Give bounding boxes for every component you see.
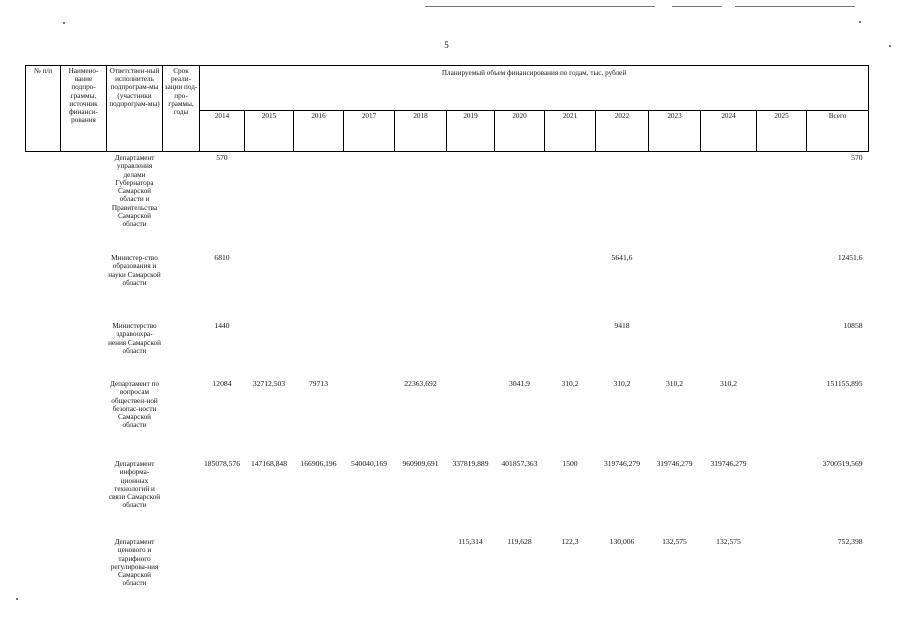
cell-year-2023 xyxy=(649,320,701,378)
cell-year-2024 xyxy=(701,152,757,253)
cell-year-2019 xyxy=(447,152,495,253)
cell-year-2021: 122,3 xyxy=(561,537,579,546)
cell-executor: Департамент управления делами Губернатора Самарской области и Правительства Самарской области xyxy=(111,154,158,229)
header-executor: Ответствен-ный исполнитель подпрограм-мы (участники подпрограм-мы) xyxy=(107,66,163,152)
cell-year-2019 xyxy=(447,252,495,320)
cell-year-2025 xyxy=(757,536,807,606)
cell-total: 151155,895 xyxy=(826,379,863,388)
scan-speck xyxy=(63,22,65,24)
cell-subprogram-name xyxy=(61,536,107,606)
cell-year-2017: 540040,169 xyxy=(350,459,388,468)
cell-year-2014: 6810 xyxy=(214,253,230,262)
table-row xyxy=(26,320,869,378)
cell-year-2014: 185078,576 xyxy=(203,459,241,468)
cell-subprogram-name xyxy=(61,152,107,253)
cell-year-2020 xyxy=(495,152,545,253)
header-year-2015: 2015 xyxy=(245,111,294,152)
cell-year-2017 xyxy=(344,378,395,458)
cell-year-2022: 319746,279 xyxy=(603,459,641,468)
cell-year-2020 xyxy=(495,252,545,320)
cell-year-2015 xyxy=(245,536,294,606)
cell-year-2016 xyxy=(294,152,344,253)
cell-year-2015 xyxy=(245,152,294,253)
scan-artifact-line xyxy=(425,6,655,7)
cell-term xyxy=(163,252,200,320)
header-year-2022: 2022 xyxy=(596,111,649,152)
cell-subprogram-name xyxy=(61,320,107,378)
cell-year-2018 xyxy=(395,152,447,253)
cell-year-2018 xyxy=(395,320,447,378)
cell-year-2022: 130,006 xyxy=(609,537,635,546)
cell-year-2024 xyxy=(701,320,757,378)
cell-term xyxy=(163,320,200,378)
header-year-2016: 2016 xyxy=(294,111,344,152)
cell-number xyxy=(26,320,61,378)
header-year-2018: 2018 xyxy=(395,111,447,152)
cell-year-2014: 570 xyxy=(216,153,228,162)
cell-year-2022: 310,2 xyxy=(613,379,631,388)
cell-total: 12451,6 xyxy=(837,253,863,262)
header-funding-title: Планируемый объем финансирования по годам, тыс. рублей xyxy=(200,66,869,111)
cell-year-2019 xyxy=(447,378,495,458)
cell-year-2025 xyxy=(757,252,807,320)
table-row xyxy=(26,252,869,320)
cell-year-2021 xyxy=(545,152,596,253)
cell-total: 570 xyxy=(851,153,863,162)
cell-year-2025 xyxy=(757,320,807,378)
table-row xyxy=(26,378,869,458)
cell-year-2023: 319746,279 xyxy=(656,459,693,468)
cell-year-2014 xyxy=(200,536,245,606)
cell-year-2015: 32712,503 xyxy=(252,379,286,388)
cell-executor: Департамент информа-ционных технологий и связи Самарской области xyxy=(108,460,161,510)
cell-term xyxy=(163,152,200,253)
cell-term xyxy=(163,536,200,606)
cell-year-2019: 115,314 xyxy=(458,537,483,546)
cell-subprogram-name xyxy=(61,458,107,536)
header-year-2021: 2021 xyxy=(545,111,596,152)
cell-year-2015: 147168,848 xyxy=(250,459,288,468)
cell-year-2025 xyxy=(757,458,807,536)
cell-subprogram-name xyxy=(61,252,107,320)
cell-number xyxy=(26,458,61,536)
cell-year-2022 xyxy=(596,152,649,253)
cell-year-2020 xyxy=(495,320,545,378)
header-total: Всего xyxy=(807,111,869,152)
cell-year-2024: 319746,279 xyxy=(710,459,747,468)
cell-number xyxy=(26,536,61,606)
cell-executor: Министерство здравоохра-нения Самарской области xyxy=(108,322,161,355)
cell-year-2014: 12084 xyxy=(212,379,232,388)
cell-year-2024: 132,575 xyxy=(716,537,741,546)
cell-year-2020: 401857,363 xyxy=(501,459,538,468)
header-number: № п/п xyxy=(26,66,61,152)
header-subprogram-name: Наимено-вание подпро-граммы, источник финанси-рования xyxy=(61,66,107,152)
table-row xyxy=(26,458,869,536)
cell-executor: Департамент ценового и тарифного регулирова-ния Самарской области xyxy=(110,538,159,588)
table-header xyxy=(26,66,869,152)
cell-year-2025 xyxy=(757,152,807,253)
header-term: Срок реали-зации под-про-граммы, годы xyxy=(163,66,200,152)
cell-year-2021 xyxy=(545,320,596,378)
table-body xyxy=(26,152,869,607)
page-number: 5 xyxy=(444,40,449,50)
cell-number xyxy=(26,378,61,458)
table-row xyxy=(26,536,869,606)
cell-year-2016 xyxy=(294,536,344,606)
cell-year-2017 xyxy=(344,320,395,378)
cell-year-2020: 119,628 xyxy=(507,537,532,546)
cell-year-2023 xyxy=(649,152,701,253)
cell-year-2018: 22363,692 xyxy=(404,379,437,388)
cell-total: 752,398 xyxy=(837,537,863,546)
cell-year-2023 xyxy=(649,252,701,320)
cell-year-2023: 310,2 xyxy=(665,379,684,388)
header-year-2017: 2017 xyxy=(344,111,395,152)
cell-executor: Департамент по вопросам обществен-ной безопас-ности Самарской области xyxy=(109,380,160,430)
funding-table xyxy=(25,65,869,606)
header-year-2020: 2020 xyxy=(495,111,545,152)
cell-year-2015 xyxy=(245,320,294,378)
cell-year-2024 xyxy=(701,252,757,320)
cell-year-2022: 9418 xyxy=(614,321,630,330)
cell-total: 3700519,569 xyxy=(822,459,863,468)
cell-year-2016: 79713 xyxy=(309,379,328,388)
cell-year-2014: 1440 xyxy=(214,321,230,330)
header-year-2024: 2024 xyxy=(701,111,757,152)
cell-term xyxy=(163,378,200,458)
cell-year-2023: 132,575 xyxy=(662,537,687,546)
header-year-2014: 2014 xyxy=(200,111,245,152)
scan-speck xyxy=(16,598,18,600)
cell-year-2017 xyxy=(344,252,395,320)
cell-year-2021: 310,2 xyxy=(561,379,579,388)
cell-year-2019: 337819,889 xyxy=(452,459,489,468)
cell-year-2015 xyxy=(245,252,294,320)
cell-year-2021: 1500 xyxy=(562,459,578,468)
header-year-2025: 2025 xyxy=(757,111,807,152)
cell-year-2024: 310,2 xyxy=(719,379,738,388)
scan-artifact-line xyxy=(672,6,722,7)
table-row xyxy=(26,152,869,253)
scan-artifact-line xyxy=(735,6,855,7)
cell-year-2016 xyxy=(294,252,344,320)
cell-year-2019 xyxy=(447,320,495,378)
header-year-2019: 2019 xyxy=(447,111,495,152)
cell-subprogram-name xyxy=(61,378,107,458)
cell-year-2016: 166906,196 xyxy=(300,459,337,468)
cell-executor: Министер-ство образования и науки Самарской области xyxy=(108,254,161,287)
cell-year-2017 xyxy=(344,152,395,253)
cell-year-2017 xyxy=(344,536,395,606)
cell-year-2018 xyxy=(395,252,447,320)
cell-number xyxy=(26,152,61,253)
cell-year-2020: 3041,9 xyxy=(509,379,530,388)
cell-year-2021 xyxy=(545,252,596,320)
cell-total: 10858 xyxy=(843,321,863,330)
cell-year-2016 xyxy=(294,320,344,378)
header-year-2023: 2023 xyxy=(649,111,701,152)
cell-term xyxy=(163,458,200,536)
scan-speck xyxy=(859,21,861,23)
cell-year-2022: 5641,6 xyxy=(611,253,633,262)
cell-number xyxy=(26,252,61,320)
cell-year-2018 xyxy=(395,536,447,606)
cell-year-2018: 960909,691 xyxy=(402,459,439,468)
cell-year-2025 xyxy=(757,378,807,458)
